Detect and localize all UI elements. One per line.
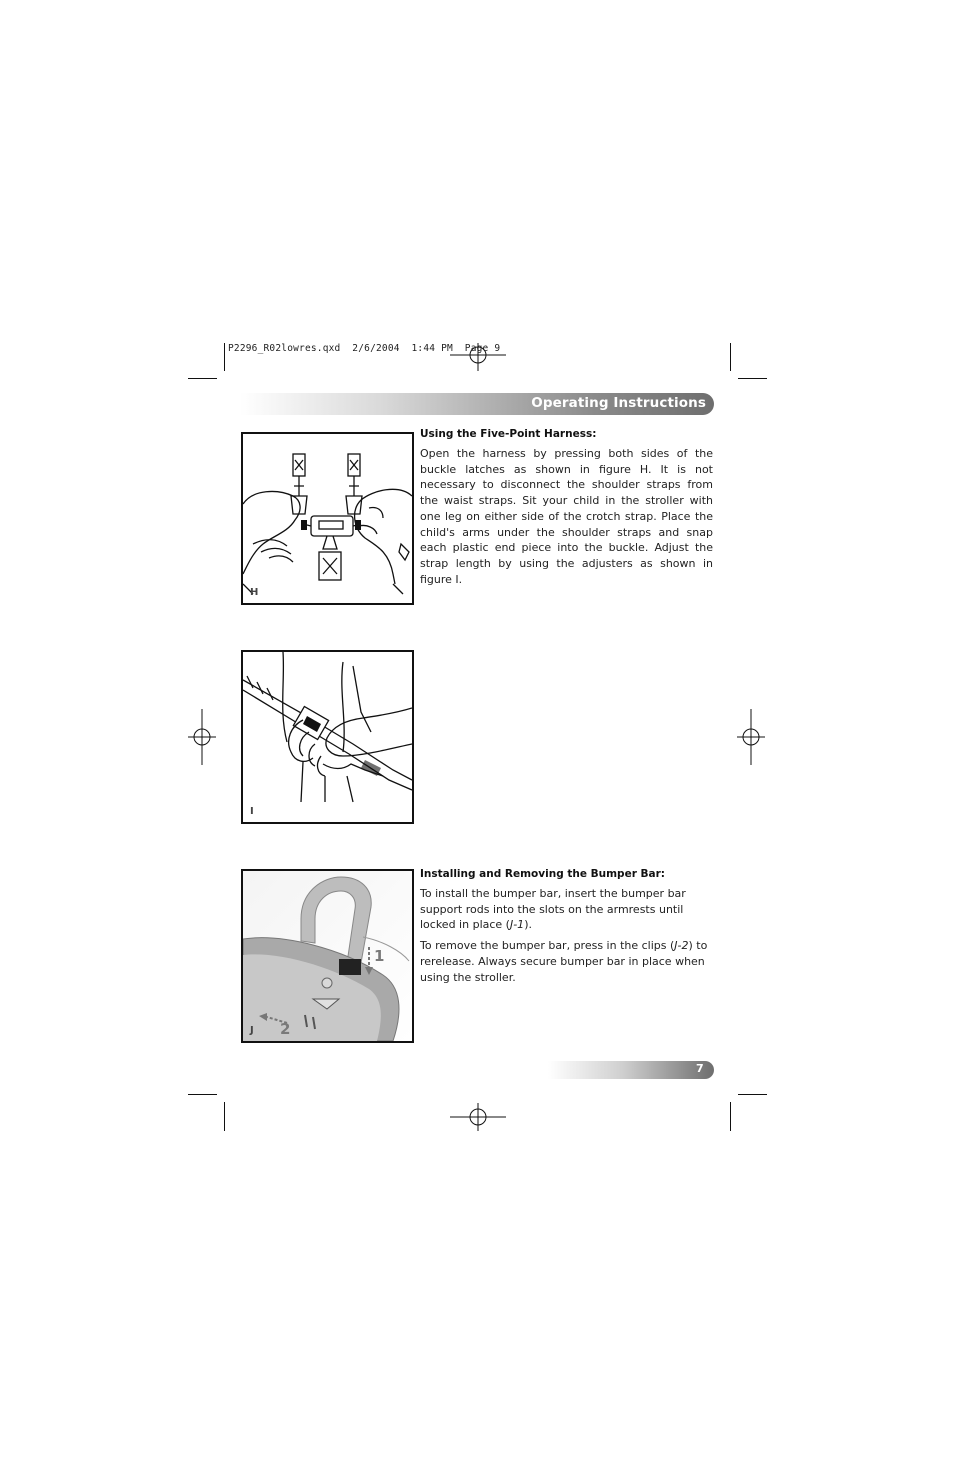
- page-number: 7: [696, 1062, 704, 1075]
- figure-i-strap-adjuster: [241, 650, 414, 824]
- figure-h-harness-buckle: [241, 432, 414, 605]
- bumper-paragraph-2: [420, 938, 713, 985]
- harness-heading: Using the Five-Point Harness:: [420, 428, 597, 440]
- page-number-band: [548, 1061, 714, 1079]
- figure-j-callout-1: 1: [374, 947, 385, 965]
- section-header-title: Operating Instructions: [531, 395, 706, 411]
- figure-j-label: J: [250, 1025, 254, 1036]
- bumper-p1-text: To install the bumper bar, insert the bumper bar support rods into the slots on the armrests until locked in place (: [420, 887, 686, 932]
- figure-j-callout-2: 2: [280, 1020, 291, 1038]
- bumper-p2-text: To remove the bumper bar, press in the clips (: [420, 939, 675, 953]
- printer-slug: P2296_R02lowres.qxd 2/6/2004 1:44 PM Page 9: [228, 343, 501, 354]
- bumper-p1-text-end: ).: [524, 918, 532, 932]
- bumper-section: [420, 868, 713, 985]
- bumper-p2-text-end: ) to rerelease. Always secure bumper bar in place when using the stroller.: [420, 939, 708, 984]
- figure-i-label: I: [250, 806, 254, 817]
- bumper-p1-figure-ref: J-1: [509, 918, 525, 932]
- bumper-paragraph-1: [420, 886, 713, 933]
- harness-section: [420, 428, 713, 587]
- figure-h-label: H: [250, 587, 259, 598]
- bumper-p2-figure-ref: J-2: [674, 939, 689, 953]
- harness-body: Open the harness by pressing both sides of the buckle latches as shown in figure H. It is not necessary to disconnect the shoulder straps from the waist straps. Sit your child in the stroller with one leg on either side of the crotch strap. Place the child's arms under the shoulder straps and snap each plastic end piece into the buckle. Adjust the strap length by using the adjusters as shown in figure I.: [420, 447, 713, 586]
- bumper-heading: Installing and Removing the Bumper Bar:: [420, 868, 665, 880]
- figure-j-bumper-bar: [241, 869, 414, 1043]
